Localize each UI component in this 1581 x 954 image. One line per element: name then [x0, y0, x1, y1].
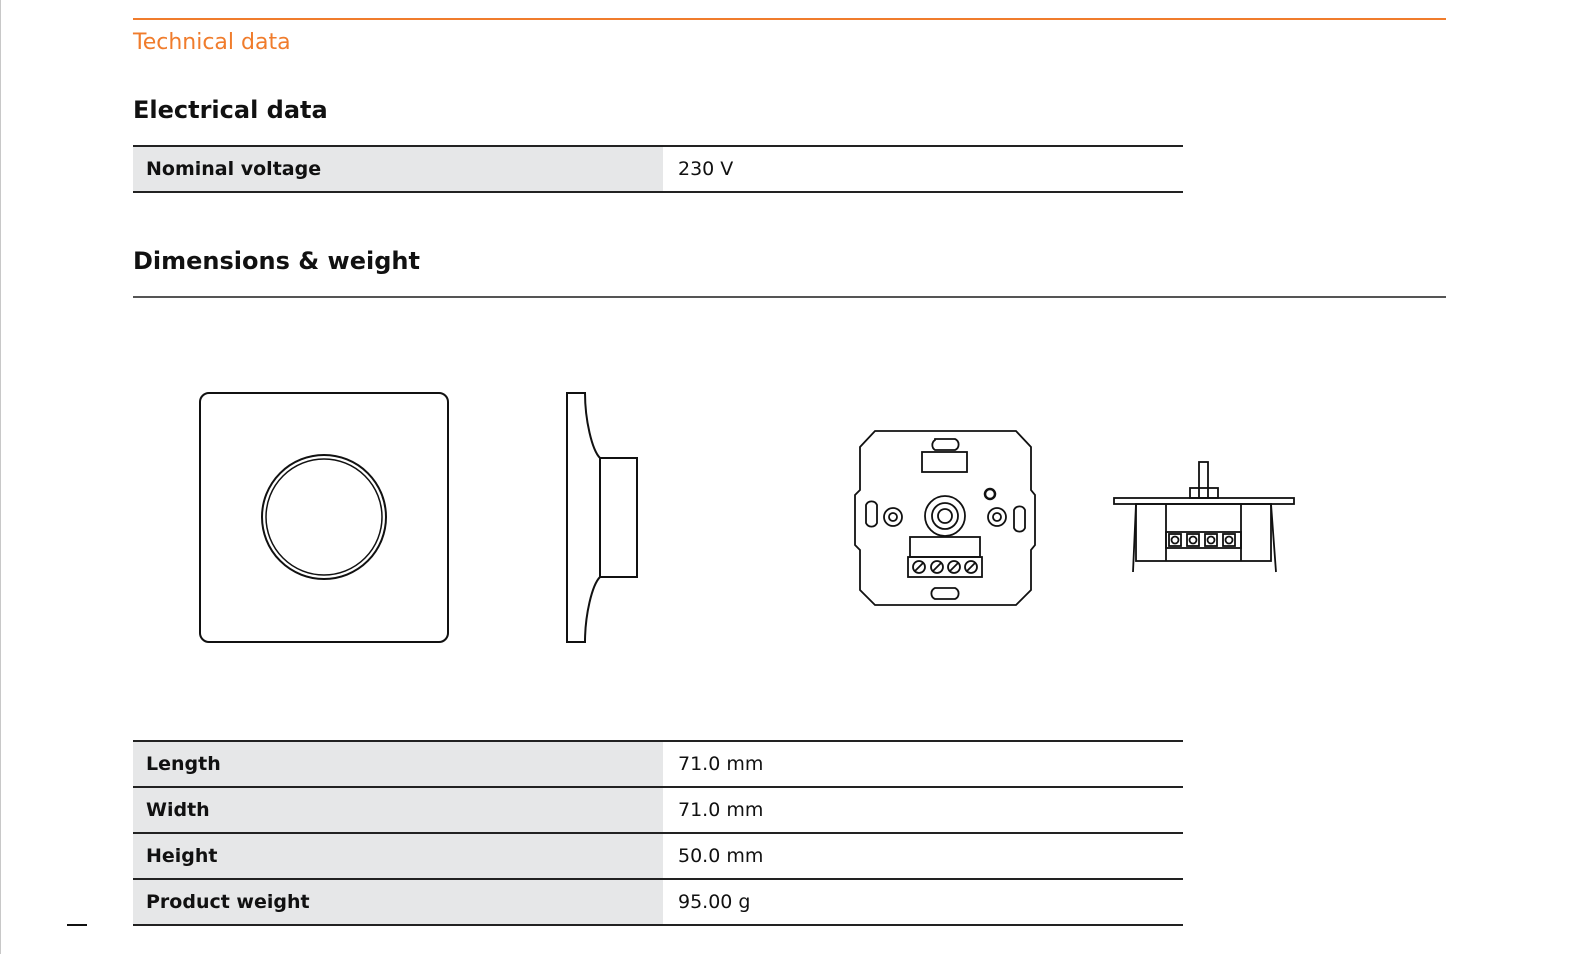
row-label: Width: [133, 788, 663, 832]
section-rule: [133, 18, 1446, 20]
table-row: [133, 880, 1183, 926]
row-value: 71.0 mm: [678, 799, 764, 821]
row-value: 95.00 g: [678, 891, 751, 913]
table-row: [133, 834, 1183, 880]
table-row: [133, 788, 1183, 834]
page-margin-mark: [67, 924, 87, 926]
row-value: 50.0 mm: [678, 845, 764, 867]
dimensions-weight-table: [133, 740, 1183, 926]
dimensions-rule: [133, 296, 1446, 298]
row-label: Height: [133, 834, 663, 878]
table-row: [133, 742, 1183, 788]
row-label: Product weight: [133, 880, 663, 924]
table-row: [133, 147, 1183, 193]
row-value: 230 V: [678, 158, 734, 180]
row-label: Nominal voltage: [133, 147, 663, 191]
electrical-data-table: [133, 145, 1183, 193]
row-label: Length: [133, 742, 663, 786]
section-title: Technical data: [133, 30, 291, 55]
side-view-drawing: [567, 393, 637, 642]
electrical-data-heading: Electrical data: [133, 96, 328, 124]
front-view-drawing: [200, 393, 448, 642]
dimensions-weight-heading: Dimensions & weight: [133, 247, 420, 275]
row-value: 71.0 mm: [678, 753, 764, 775]
insert-back-view-drawing: [855, 431, 1035, 605]
page-edge: [0, 0, 1, 954]
insert-side-view-drawing: [1114, 462, 1294, 572]
